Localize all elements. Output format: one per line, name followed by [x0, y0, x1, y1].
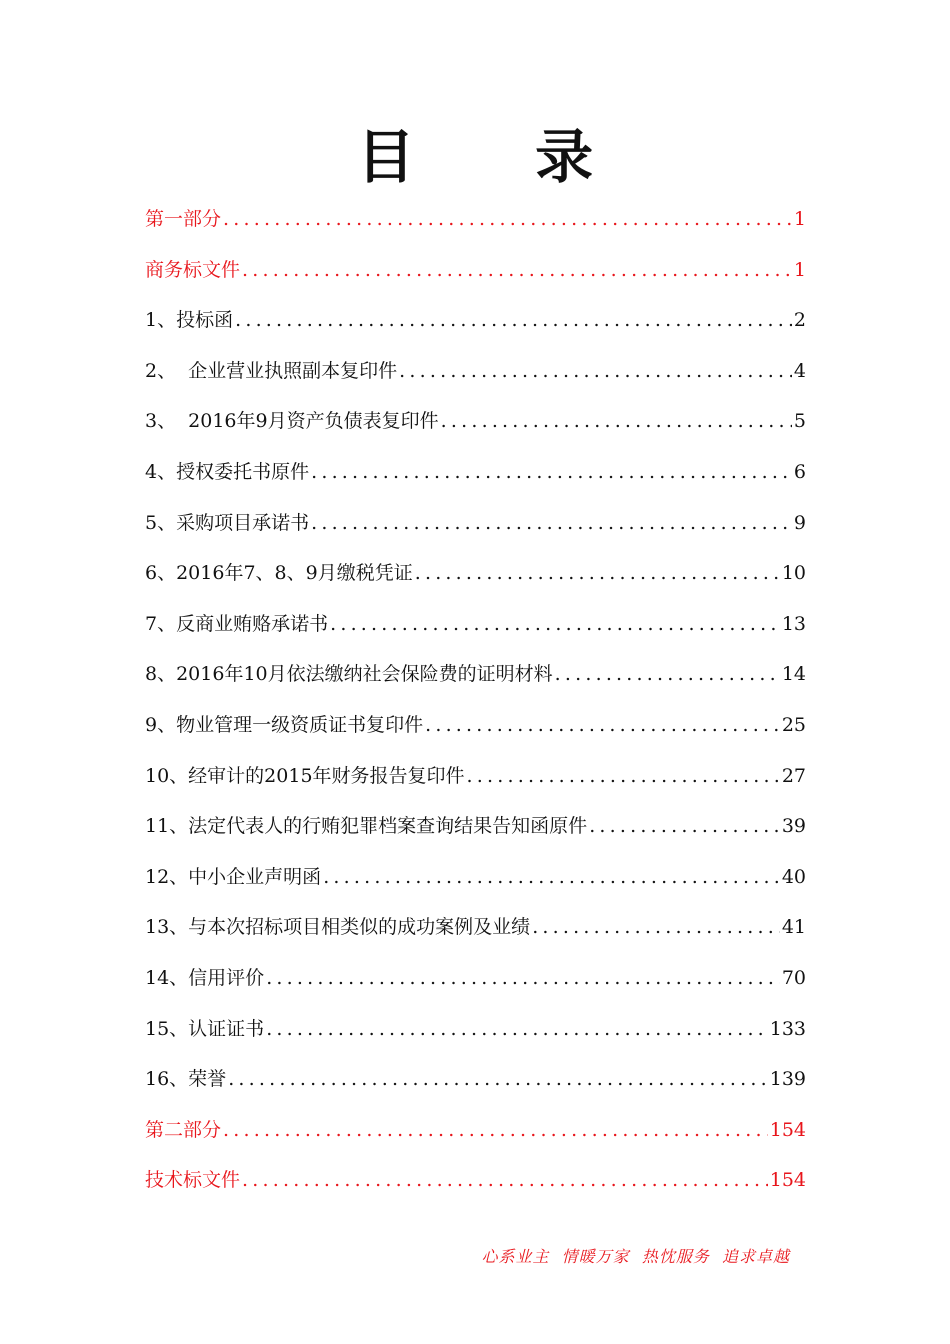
- toc-entry-title: 7、反商业贿赂承诺书: [145, 612, 329, 635]
- toc-page-number: 1: [793, 258, 806, 281]
- toc-entry[interactable]: [145, 249, 806, 300]
- toc-page-number: 1: [793, 208, 806, 230]
- toc-dot-leader: [311, 451, 792, 493]
- toc-entry[interactable]: [145, 906, 806, 957]
- toc-page-number: 154: [769, 1169, 806, 1192]
- toc-dot-leader: [399, 350, 792, 392]
- toc-dot-leader: [266, 1008, 768, 1050]
- toc-entry[interactable]: [145, 198, 806, 249]
- toc-dot-leader: [323, 856, 780, 898]
- toc-entry-title: 第一部分: [145, 208, 222, 230]
- toc-dot-leader: [441, 400, 792, 442]
- toc-entry-title: 10、经审计的2015年财务报告复印件: [145, 764, 465, 787]
- toc-page-number: 40: [781, 865, 806, 888]
- toc-entry-title: 12、中小企业声明函: [145, 865, 322, 888]
- toc-entry-title: 第二部分: [145, 1118, 222, 1141]
- toc-entry-title: 16、荣誉: [145, 1068, 227, 1091]
- toc-entry-title: 13、与本次招标项目相类似的成功案例及业绩: [145, 916, 531, 939]
- toc-entry-title: 3、 2016年9月资产负债表复印件: [145, 410, 439, 433]
- toc-entry-title: 6、2016年7、8、9月缴税凭证: [145, 562, 413, 585]
- toc-page-number: 27: [781, 764, 806, 787]
- toc-entry-title: 1、投标函: [145, 309, 234, 332]
- toc-dot-leader: [242, 1159, 768, 1201]
- toc-page-number: 139: [769, 1068, 806, 1091]
- toc-dot-leader: [555, 653, 780, 695]
- toc-dot-leader: [532, 906, 780, 948]
- toc-entry[interactable]: [145, 957, 806, 1008]
- toc-entry-title: 9、物业管理一级资质证书复印件: [145, 713, 424, 736]
- toc-page-number: 25: [781, 713, 806, 736]
- toc-entry[interactable]: [145, 299, 806, 350]
- toc-dot-leader: [228, 1058, 768, 1100]
- toc-dot-leader: [235, 299, 792, 341]
- toc-page-number: 70: [781, 966, 806, 989]
- toc-entry[interactable]: [145, 1008, 806, 1059]
- toc-entry-title: 商务标文件: [145, 258, 241, 281]
- toc-page-number: 133: [769, 1017, 806, 1040]
- toc-dot-leader: [330, 603, 780, 645]
- toc-entry[interactable]: [145, 350, 806, 401]
- toc-entry[interactable]: [145, 603, 806, 654]
- toc-dot-leader: [223, 1109, 768, 1151]
- toc-dot-leader: [311, 502, 792, 544]
- toc-dot-leader: [589, 805, 780, 847]
- toc-entry-title: 5、采购项目承诺书: [145, 511, 310, 534]
- toc-entry-title: 14、信用评价: [145, 966, 265, 989]
- toc-entry[interactable]: [145, 856, 806, 907]
- page-title: 目 录: [356, 123, 644, 191]
- toc-page-number: 9: [793, 511, 806, 534]
- toc-page-number: 41: [781, 916, 806, 939]
- toc-page-number: 39: [781, 815, 806, 838]
- toc-page-number: 10: [781, 562, 806, 585]
- toc-page-number: 2: [793, 309, 806, 332]
- toc-page-number: 154: [769, 1118, 806, 1141]
- toc-entry[interactable]: [145, 502, 806, 553]
- toc-entry[interactable]: [145, 552, 806, 603]
- toc-entry[interactable]: [145, 653, 806, 704]
- footer-slogan: 心系业主 情暖万家 热忱服务 追求卓越: [481, 1247, 790, 1266]
- toc-page-number: 5: [793, 410, 806, 433]
- toc-dot-leader: [425, 704, 780, 746]
- toc-dot-leader: [266, 957, 780, 999]
- toc-page-number: 14: [781, 663, 806, 686]
- toc-entry[interactable]: [145, 755, 806, 806]
- toc-entry-title: 技术标文件: [145, 1169, 241, 1192]
- toc-page-number: 13: [781, 612, 806, 635]
- toc-dot-leader: [242, 249, 792, 291]
- toc-entry-title: 4、授权委托书原件: [145, 460, 310, 483]
- toc-entry-title: 11、法定代表人的行贿犯罪档案查询结果告知函原件: [145, 815, 588, 838]
- toc-entry[interactable]: [145, 805, 806, 856]
- toc-dot-leader: [223, 198, 792, 240]
- toc-entry-title: 2、 企业营业执照副本复印件: [145, 359, 398, 382]
- toc-entry[interactable]: [145, 1058, 806, 1109]
- toc-entry-title: 15、认证证书: [145, 1017, 265, 1040]
- toc-dot-leader: [467, 755, 780, 797]
- toc-entry[interactable]: [145, 400, 806, 451]
- toc-entry[interactable]: [145, 1109, 806, 1160]
- toc-entry[interactable]: [145, 704, 806, 755]
- toc-entry-title: 8、2016年10月依法缴纳社会保险费的证明材料: [145, 663, 553, 686]
- table-of-contents: [145, 198, 806, 1210]
- toc-dot-leader: [415, 552, 780, 594]
- toc-entry[interactable]: [145, 1159, 806, 1210]
- toc-entry[interactable]: [145, 451, 806, 502]
- toc-page-number: 4: [793, 359, 806, 382]
- toc-page-number: 6: [793, 460, 806, 483]
